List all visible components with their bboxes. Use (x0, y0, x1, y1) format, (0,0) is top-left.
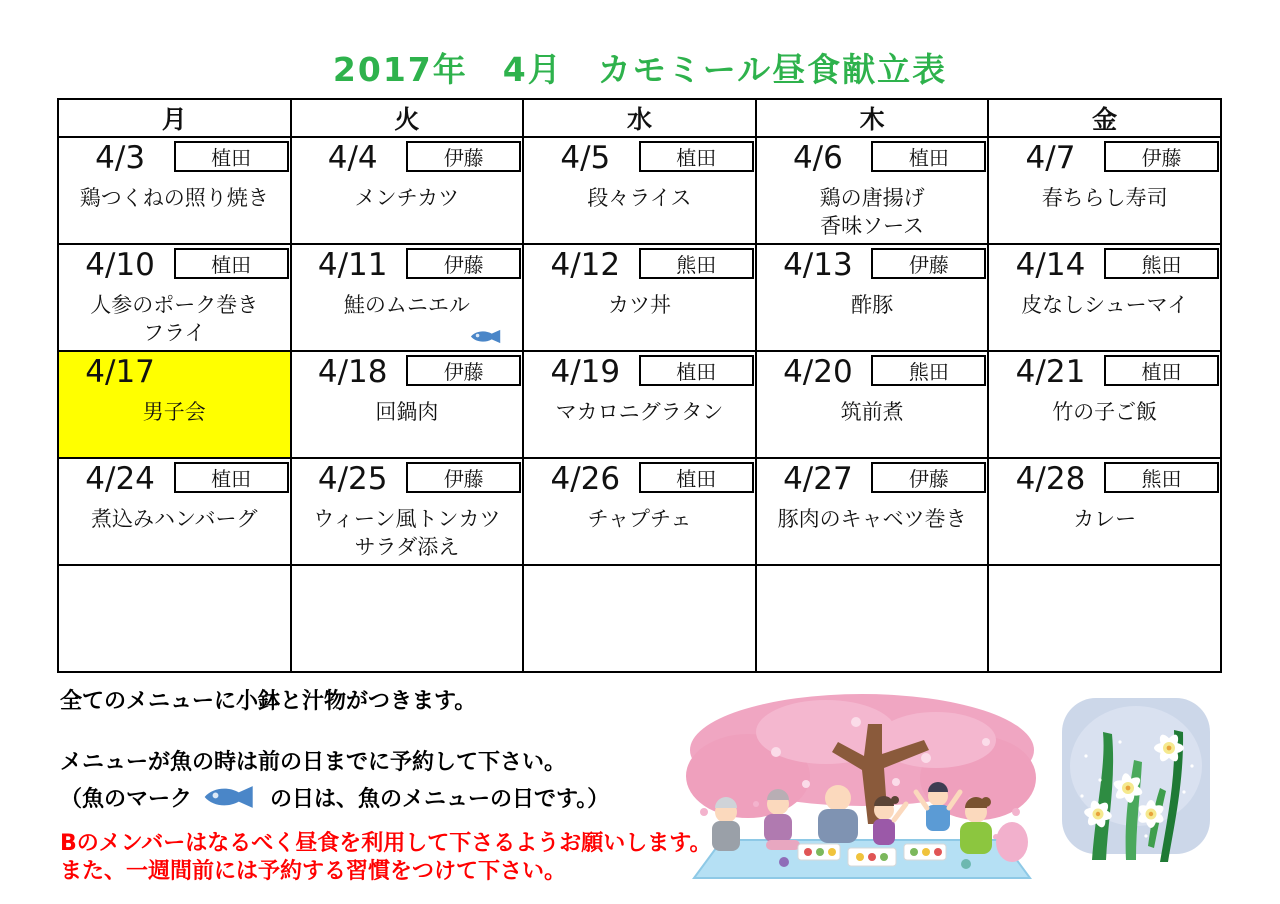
day-date: 4/24 (85, 461, 155, 497)
menu-text (292, 291, 523, 319)
note-fish-mark-pre: （魚のマーク (60, 786, 193, 812)
day-cell-content (989, 245, 1220, 350)
menu-line: 男子会 (142, 400, 206, 424)
calendar-day-cell (523, 244, 756, 351)
calendar-week-row (58, 351, 1221, 458)
staff-name-box: 植田 (639, 141, 754, 172)
menu-line: 酢豚 (851, 293, 894, 317)
menu-text (524, 291, 755, 319)
staff-name-box: 植田 (871, 141, 986, 172)
menu-line: ウィーン風トンカツ (313, 507, 501, 531)
day-cell-content (292, 245, 523, 350)
menu-line: サラダ添え (354, 535, 460, 559)
day-cell-content (292, 352, 523, 457)
day-date: 4/5 (560, 140, 611, 176)
day-date: 4/18 (317, 354, 388, 390)
day-cell-content (757, 245, 988, 350)
menu-text (292, 505, 523, 561)
calendar-day-cell (756, 458, 989, 565)
hanami-picnic-illustration (686, 692, 1038, 884)
staff-name-box: 伊藤 (406, 248, 521, 279)
menu-text (989, 291, 1220, 319)
notes-section (60, 684, 720, 886)
day-header: 水 (523, 99, 756, 137)
day-date: 4/6 (792, 140, 843, 176)
menu-line: カレー (1073, 507, 1137, 531)
staff-name-box: 伊藤 (1104, 141, 1219, 172)
calendar-day-cell (58, 458, 291, 565)
day-date: 4/25 (317, 461, 388, 497)
calendar-day-cell (523, 458, 756, 565)
menu-text (757, 505, 988, 533)
menu-line: フライ (143, 321, 206, 345)
calendar-day-cell (756, 351, 989, 458)
calendar-week-row (58, 244, 1221, 351)
day-cell-content (524, 138, 755, 243)
day-header: 木 (756, 99, 989, 137)
staff-name-box: 植田 (639, 355, 754, 386)
calendar-empty-cell (291, 565, 524, 672)
page-title: 2017年 4月 カモミール昼食献立表 (332, 50, 948, 89)
calendar-day-cell (58, 137, 291, 244)
day-cell-content (757, 459, 988, 564)
day-cell-content (757, 138, 988, 243)
menu-line: 竹の子ご飯 (1052, 400, 1158, 424)
menu-line: カツ丼 (607, 293, 671, 317)
menu-text (989, 184, 1220, 212)
menu-text (524, 505, 755, 533)
calendar-week-row (58, 458, 1221, 565)
menu-text (59, 291, 290, 347)
menu-text (524, 184, 755, 212)
menu-text (292, 398, 523, 426)
calendar-empty-cell (523, 565, 756, 672)
calendar-day-cell (756, 244, 989, 351)
day-date: 4/28 (1015, 461, 1086, 497)
day-cell-content (524, 459, 755, 564)
calendar-empty-cell (988, 565, 1221, 672)
staff-name-box: 植田 (639, 462, 754, 493)
day-date: 4/21 (1015, 354, 1086, 390)
day-date: 4/11 (317, 247, 388, 283)
staff-name-box: 植田 (174, 141, 289, 172)
calendar-day-cell (523, 351, 756, 458)
calendar-week-row (58, 137, 1221, 244)
note-red-request-2: また、一週間前には予約する習慣をつけて下さい。 (60, 859, 567, 884)
menu-text (757, 291, 988, 319)
fish-icon (468, 328, 506, 345)
note-side-dishes: 全てのメニューに小鉢と汁物がつきます。 (60, 689, 477, 714)
day-date: 4/19 (550, 354, 621, 390)
day-cell-content (757, 352, 988, 457)
menu-line: チャプチェ (587, 507, 692, 531)
menu-text (59, 184, 290, 212)
calendar-day-cell (58, 351, 291, 458)
day-cell-content (59, 459, 290, 564)
calendar-day-cell (291, 244, 524, 351)
menu-line: 筑前煮 (840, 400, 904, 424)
menu-line: 鶏つくねの照り焼き (79, 186, 269, 210)
day-cell-content (989, 352, 1220, 457)
day-date: 4/10 (85, 247, 155, 283)
staff-name-box: 植田 (174, 462, 289, 493)
staff-name-box: 伊藤 (406, 141, 521, 172)
calendar-day-cell (291, 351, 524, 458)
menu-line: 回鍋肉 (375, 400, 439, 424)
calendar-header (58, 99, 1221, 137)
day-date: 4/13 (783, 247, 853, 283)
fish-icon (200, 782, 262, 812)
day-date: 4/17 (85, 354, 155, 390)
day-cell-content (59, 138, 290, 243)
staff-name-box: 伊藤 (406, 355, 521, 386)
day-header: 金 (988, 99, 1221, 137)
day-cell-content (524, 245, 755, 350)
day-date: 4/3 (95, 140, 146, 176)
menu-text (989, 398, 1220, 426)
day-date: 4/27 (783, 461, 853, 497)
menu-line: 鮭のムニエル (343, 293, 470, 317)
day-cell-content (524, 352, 755, 457)
staff-name-box: 伊藤 (871, 462, 986, 493)
menu-text (59, 398, 290, 426)
menu-line: マカロニグラタン (555, 400, 724, 424)
day-date: 4/12 (550, 247, 621, 283)
day-date: 4/7 (1025, 140, 1076, 176)
day-cell-content (59, 245, 290, 350)
menu-line: 豚肉のキャベツ巻き (777, 507, 967, 531)
daffodil-illustration (1056, 696, 1218, 866)
note-fish-reservation: メニューが魚の時は前の日までに予約して下さい。 (60, 750, 567, 775)
menu-line: 皮なしシューマイ (1021, 293, 1189, 317)
staff-name-box: 熊田 (871, 355, 986, 386)
day-header: 月 (58, 99, 291, 137)
calendar-day-cell (756, 137, 989, 244)
calendar-day-cell (988, 137, 1221, 244)
menu-text (59, 505, 290, 533)
staff-name-box: 熊田 (639, 248, 754, 279)
note-fish-mark-line (60, 778, 720, 816)
day-cell-content (989, 138, 1220, 243)
calendar-week-row (58, 565, 1221, 672)
calendar-body (58, 137, 1221, 672)
note-fish-mark-post: の日は、魚のメニューの日です。） (270, 786, 610, 812)
staff-name-box: 植田 (1104, 355, 1219, 386)
staff-name-box: 伊藤 (871, 248, 986, 279)
staff-name-box: 植田 (174, 248, 289, 279)
menu-text (989, 505, 1220, 533)
day-header: 火 (291, 99, 524, 137)
menu-text (757, 184, 988, 240)
calendar-day-cell (988, 351, 1221, 458)
day-cell-content (59, 352, 290, 457)
calendar-day-cell (291, 137, 524, 244)
day-date: 4/20 (783, 354, 853, 390)
menu-text (757, 398, 988, 426)
calendar-day-cell (988, 458, 1221, 565)
day-date: 4/14 (1015, 247, 1086, 283)
calendar-empty-cell (58, 565, 291, 672)
menu-line: 春ちらし寿司 (1041, 186, 1168, 210)
staff-name-box: 熊田 (1104, 462, 1219, 493)
menu-line: 香味ソース (820, 214, 925, 238)
menu-text (524, 398, 755, 426)
day-date: 4/26 (550, 461, 621, 497)
day-cell-content (292, 138, 523, 243)
calendar-empty-cell (756, 565, 989, 672)
menu-line: 人参のポーク巻き (90, 293, 259, 317)
menu-line: 鶏の唐揚げ (819, 186, 925, 210)
calendar-day-cell (988, 244, 1221, 351)
calendar-day-cell (58, 244, 291, 351)
staff-name-box: 熊田 (1104, 248, 1219, 279)
menu-line: メンチカツ (354, 186, 460, 210)
menu-line: 段々ライス (587, 186, 692, 210)
day-date: 4/4 (327, 140, 378, 176)
calendar-day-cell (291, 458, 524, 565)
menu-calendar-table (57, 98, 1222, 673)
menu-text (292, 184, 523, 212)
staff-name-box: 伊藤 (406, 462, 521, 493)
note-red-request-1: Bのメンバーはなるべく昼食を利用して下さるようお願いします。 (60, 831, 712, 856)
menu-line: 煮込みハンバーグ (91, 507, 258, 531)
calendar-day-cell (523, 137, 756, 244)
day-cell-content (292, 459, 523, 564)
day-cell-content (989, 459, 1220, 564)
